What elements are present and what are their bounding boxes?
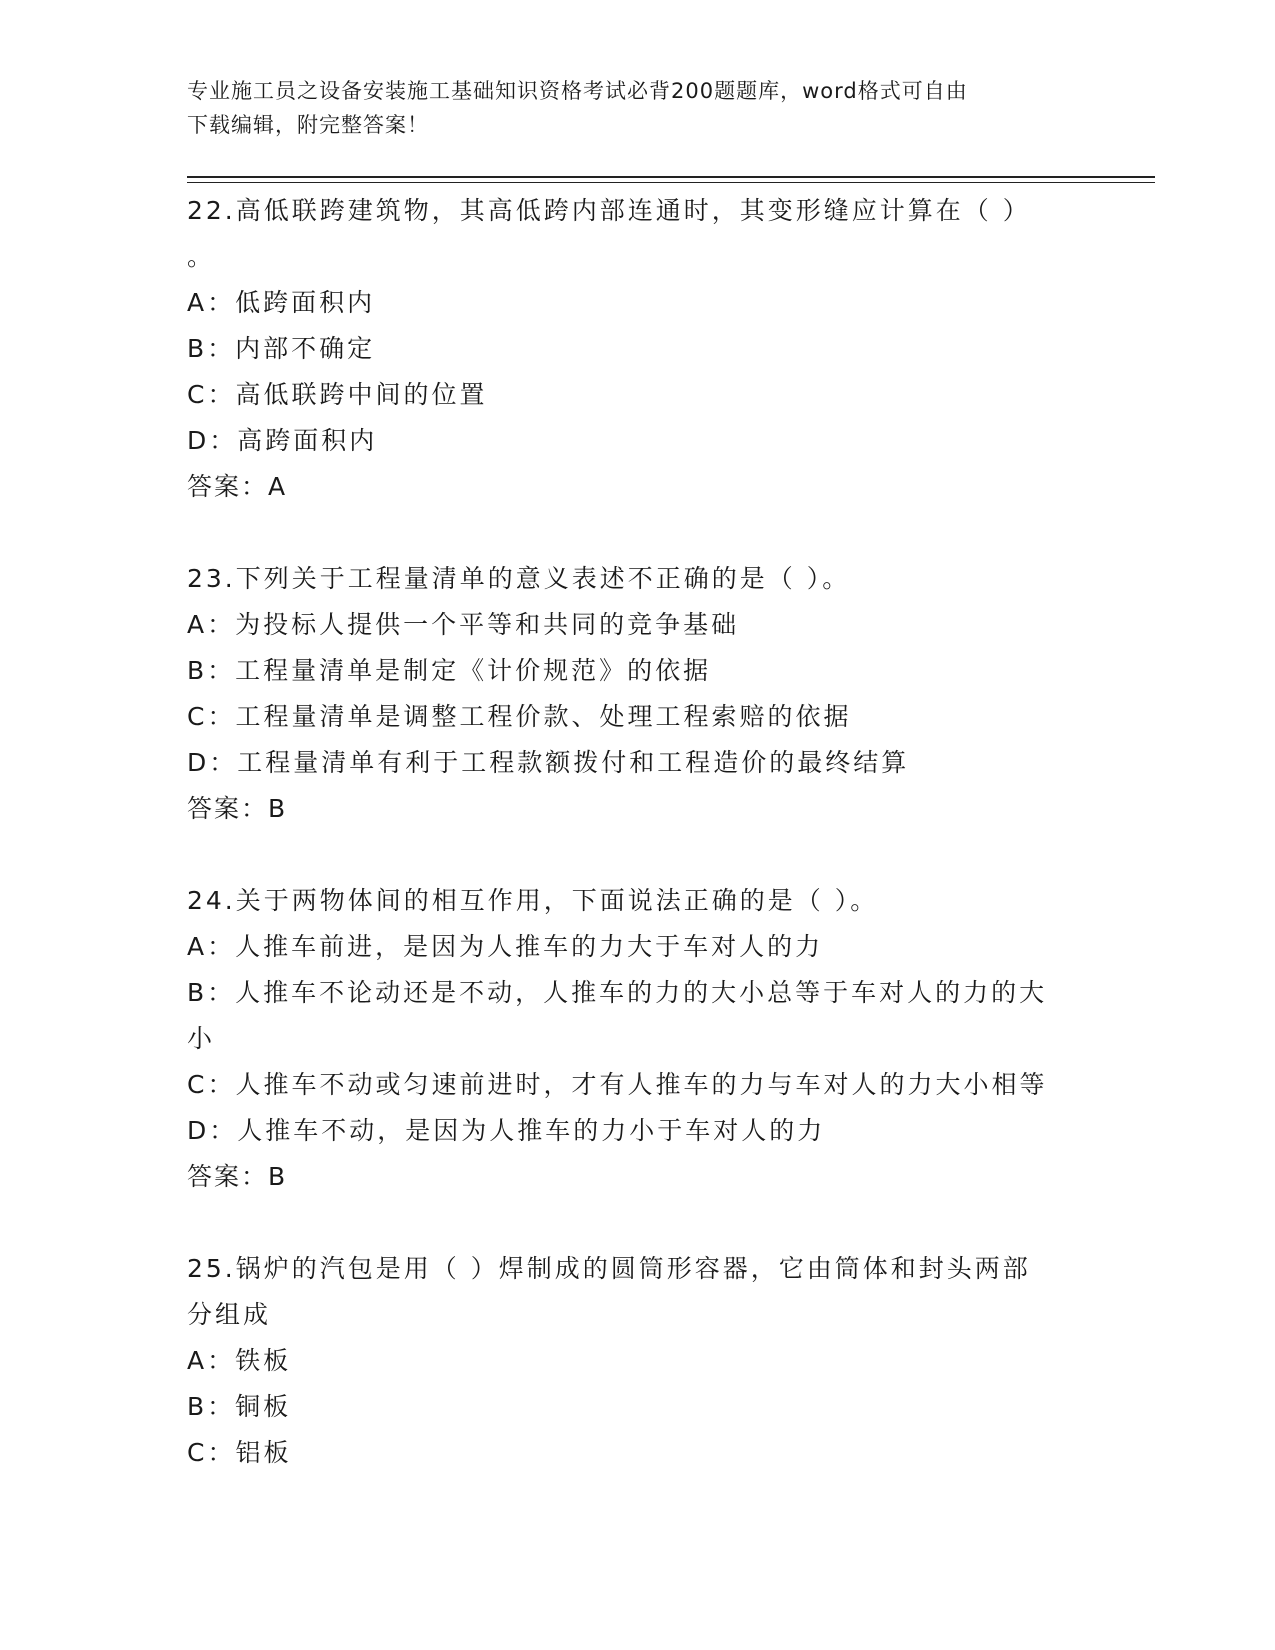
option-c: C：高低联跨中间的位置	[187, 380, 488, 409]
option-a: A：低跨面积内	[187, 288, 376, 317]
question-stem: 25.锅炉的汽包是用（ ）焊制成的圆筒形容器，它由筒体和封头两部	[187, 1254, 1031, 1283]
option-c: C：工程量清单是调整工程价款、处理工程索赔的依据	[187, 702, 852, 731]
header-divider-thin	[187, 182, 1155, 183]
option-a: A：铁板	[187, 1346, 292, 1375]
option-d: D：工程量清单有利于工程款额拨付和工程造价的最终结算	[187, 748, 910, 777]
header-line-1: 专业施工员之设备安装施工基础知识资格考试必背200题题库，word格式可自由	[187, 79, 968, 103]
question-stem: 24.关于两物体间的相互作用，下面说法正确的是（ ）。	[187, 886, 879, 915]
question-25	[187, 1246, 1087, 1476]
header-divider-thick	[187, 176, 1155, 178]
option-d: D：高跨面积内	[187, 426, 378, 455]
answer: 答案：B	[187, 1162, 288, 1191]
question-stem-continued: 分组成	[187, 1300, 272, 1329]
option-d: D：人推车不动，是因为人推车的力小于车对人的力	[187, 1116, 826, 1145]
question-24	[187, 878, 1087, 1200]
question-stem: 23.下列关于工程量清单的意义表述不正确的是（ ）。	[187, 564, 851, 593]
option-b: B：工程量清单是制定《计价规范》的依据	[187, 656, 712, 685]
option-b: B：内部不确定	[187, 334, 376, 363]
option-a: A：为投标人提供一个平等和共同的竞争基础	[187, 610, 740, 639]
option-c: C：铝板	[187, 1438, 292, 1467]
header-line-2: 下载编辑，附完整答案！	[187, 113, 429, 137]
question-list	[187, 188, 1087, 1476]
question-23	[187, 556, 1087, 832]
option-b: B：人推车不论动还是不动，人推车的力的大小总等于车对人的力的大	[187, 978, 1048, 1007]
option-b-continued: 小	[187, 1024, 216, 1053]
option-b: B：铜板	[187, 1392, 292, 1421]
question-22	[187, 188, 1087, 510]
document-header	[187, 74, 1087, 142]
option-a: A：人推车前进，是因为人推车的力大于车对人的力	[187, 932, 824, 961]
answer: 答案：B	[187, 794, 288, 823]
answer: 答案：A	[187, 472, 288, 501]
option-c: C：人推车不动或匀速前进时，才有人推车的力与车对人的力大小相等	[187, 1070, 1048, 1099]
question-stem-continued: 。	[187, 242, 216, 271]
question-stem: 22.高低联跨建筑物，其高低跨内部连通时，其变形缝应计算在（ ）	[187, 196, 1031, 225]
